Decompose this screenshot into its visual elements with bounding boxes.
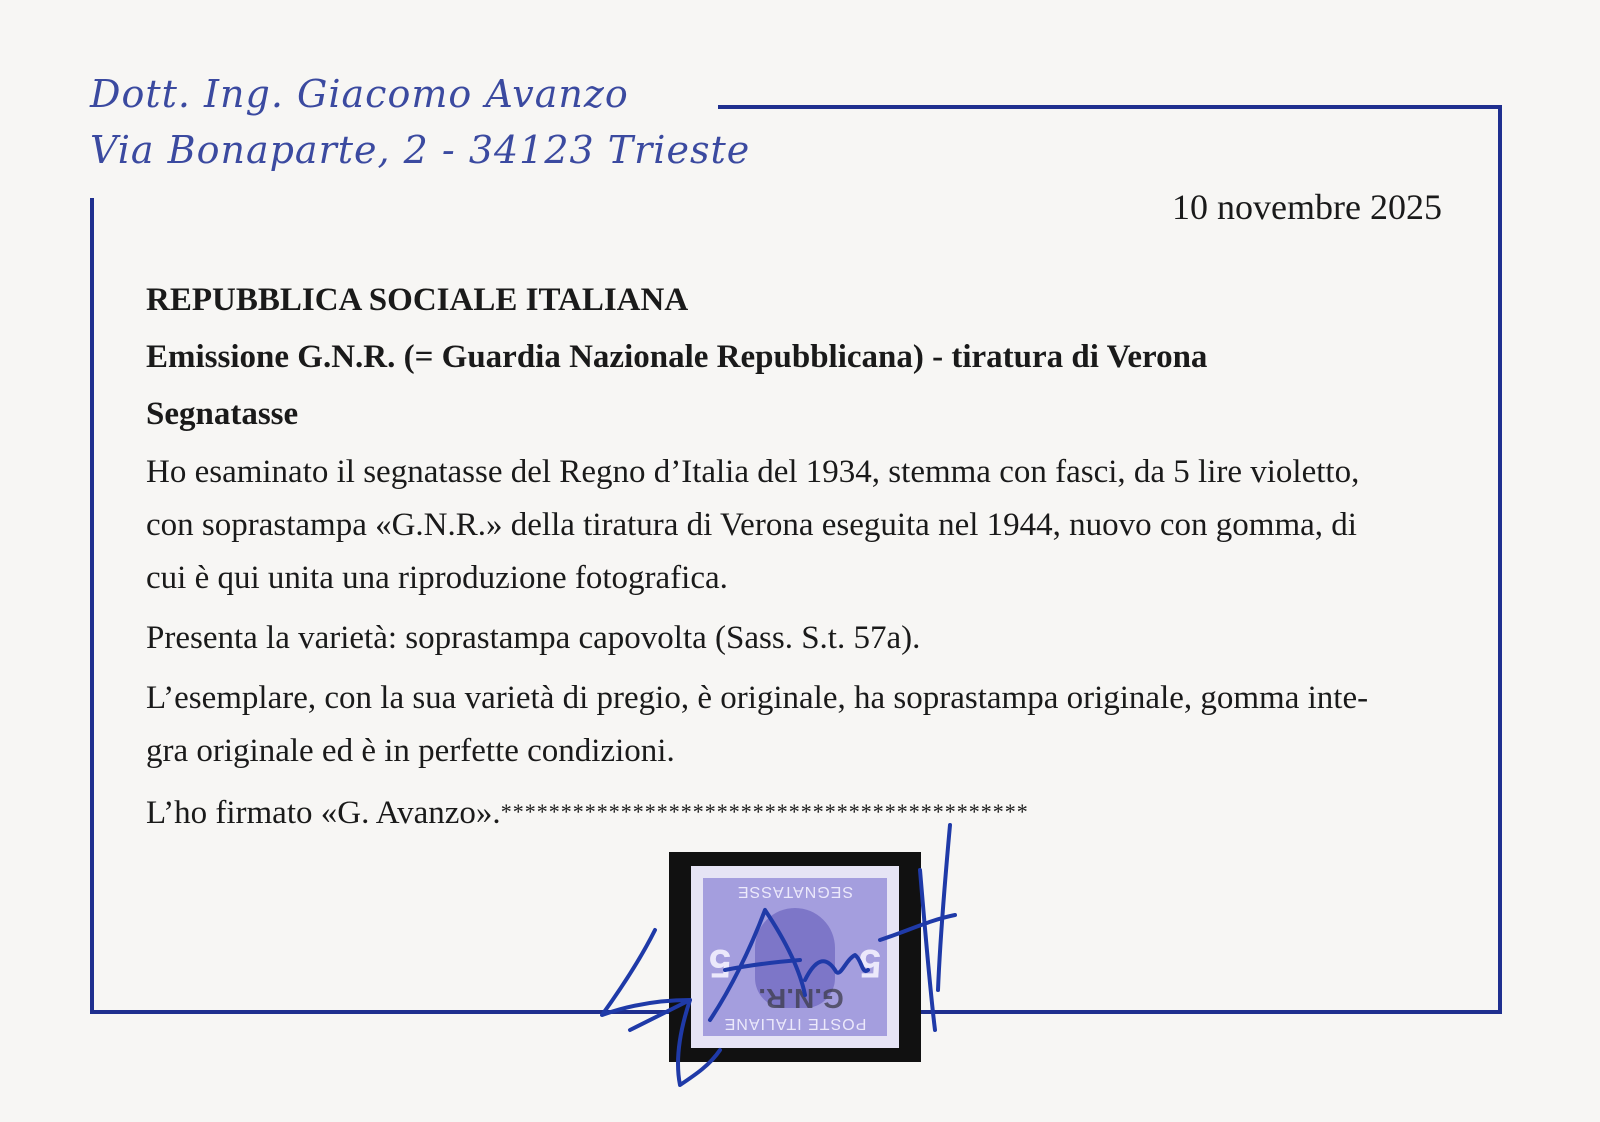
certificate-body: [146, 280, 1446, 840]
heading-issue: Emissione G.N.R. (= Guardia Nazionale Repubblicana) - tiratura di Verona: [146, 339, 1208, 375]
star-line: ********************************************: [500, 799, 1029, 824]
signature-icon: [600, 820, 980, 1100]
letterhead-address: Via Bonaparte, 2 - 34123 Trieste: [90, 128, 751, 172]
letterhead: [90, 66, 750, 178]
heading-category: Segnatasse: [146, 396, 299, 432]
paragraph-line: Ho esaminato il segnatasse del Regno d’Italia del 1934, stemma con fasci, da 5 lire violetto,: [146, 454, 1360, 490]
paragraph-condition: [146, 672, 1446, 778]
stamp-bottom-text: POSTE ITALIANE: [723, 1015, 867, 1032]
certificate-date: 10 novembre 2025: [1172, 187, 1442, 227]
signed-text: L’ho firmato «G. Avanzo».: [146, 795, 501, 831]
paragraph-line: gra originale ed è in perfette condizioni.: [146, 733, 675, 769]
paragraph-line: L’esemplare, con la sua varietà di pregio, è originale, ha soprastampa originale, gomma inte-: [146, 680, 1369, 716]
paragraph-description: [146, 446, 1446, 605]
stamp-top-text: SEGNATASSE: [736, 883, 854, 900]
stamp-value-right: 5: [858, 941, 881, 985]
paragraph-variety: Presenta la varietà: soprastampa capovolta (Sass. S.t. 57a).: [146, 620, 921, 656]
stamp-overprint: G.N.R.: [758, 983, 844, 1014]
letterhead-name: Dott. Ing. Giacomo Avanzo: [90, 72, 629, 116]
paragraph-line: cui è qui unita una riproduzione fotografica.: [146, 560, 728, 596]
heading-title: REPUBBLICA SOCIALE ITALIANA: [146, 282, 689, 318]
stamp-value-left: 5: [709, 941, 732, 985]
paragraph-line: con soprastampa «G.N.R.» della tiratura di Verona eseguita nel 1944, nuovo con gomma, di: [146, 507, 1357, 543]
